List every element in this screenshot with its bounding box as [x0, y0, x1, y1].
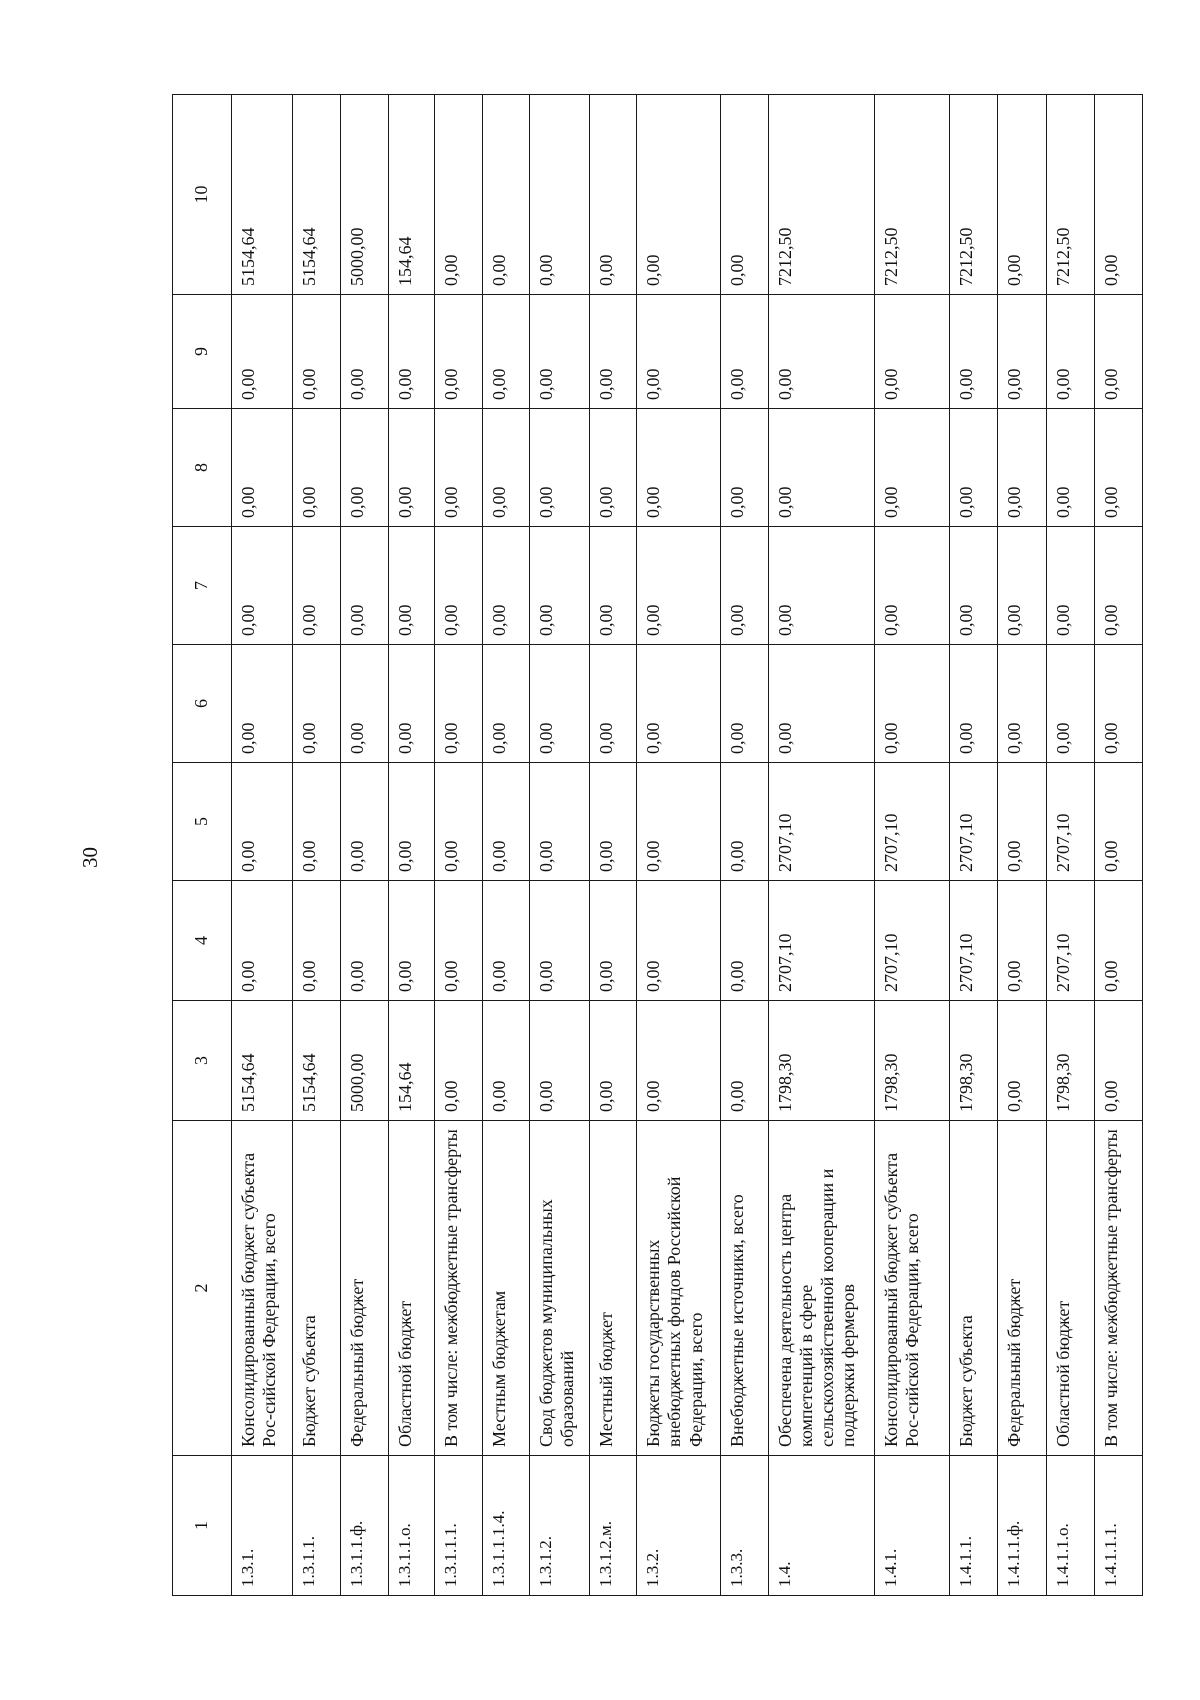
row-code: 1.4.1.1.1.: [1094, 1456, 1142, 1596]
value-cell: 0,00: [637, 881, 720, 1001]
value-cell: 0,00: [435, 1001, 483, 1121]
row-name: Местным бюджетам: [483, 1121, 530, 1456]
value-cell: 0,00: [637, 1001, 720, 1121]
value-cell: 2707,10: [768, 881, 875, 1001]
value-cell: 1798,30: [950, 1001, 998, 1121]
value-cell: 0,00: [435, 527, 483, 645]
value-cell: 0,00: [231, 763, 292, 881]
value-cell: 0,00: [998, 763, 1047, 881]
value-cell: 0,00: [529, 95, 589, 295]
table-row: [529, 95, 589, 1596]
value-cell: 0,00: [529, 409, 589, 527]
value-cell: 0,00: [1094, 95, 1142, 295]
row-code: 1.4.1.1.: [950, 1456, 998, 1596]
value-cell: 0,00: [435, 881, 483, 1001]
value-cell: 0,00: [435, 763, 483, 881]
value-cell: 0,00: [529, 527, 589, 645]
value-cell: 0,00: [340, 881, 388, 1001]
value-cell: 0,00: [1094, 645, 1142, 763]
value-cell: 0,00: [875, 645, 950, 763]
row-code: 1.3.1.2.м.: [590, 1456, 637, 1596]
row-name: Федеральный бюджет: [340, 1121, 388, 1456]
value-cell: 0,00: [720, 409, 768, 527]
budget-table: [172, 94, 1143, 1596]
value-cell: 154,64: [388, 1001, 435, 1121]
table-row: [435, 95, 483, 1596]
value-cell: 0,00: [388, 645, 435, 763]
value-cell: 0,00: [637, 527, 720, 645]
value-cell: 2707,10: [768, 763, 875, 881]
value-cell: 0,00: [590, 409, 637, 527]
value-cell: 0,00: [998, 527, 1047, 645]
value-cell: 0,00: [720, 1001, 768, 1121]
value-cell: 0,00: [998, 295, 1047, 409]
value-cell: 2707,10: [1047, 881, 1095, 1001]
value-cell: 0,00: [483, 295, 530, 409]
value-cell: 0,00: [231, 409, 292, 527]
value-cell: 0,00: [590, 645, 637, 763]
value-cell: 5000,00: [340, 95, 388, 295]
value-cell: 0,00: [875, 527, 950, 645]
table-row: [388, 95, 435, 1596]
value-cell: 0,00: [529, 763, 589, 881]
row-name: Бюджет субъекта: [950, 1121, 998, 1456]
value-cell: 0,00: [340, 295, 388, 409]
row-name: Свод бюджетов муниципальных образований: [529, 1121, 589, 1456]
value-cell: 0,00: [590, 1001, 637, 1121]
value-cell: 0,00: [590, 527, 637, 645]
value-cell: 0,00: [292, 763, 340, 881]
column-header: 1: [173, 1456, 232, 1596]
value-cell: 0,00: [590, 95, 637, 295]
value-cell: 0,00: [388, 763, 435, 881]
value-cell: 5000,00: [340, 1001, 388, 1121]
table-row: [950, 95, 998, 1596]
value-cell: 7212,50: [1047, 95, 1095, 295]
value-cell: 5154,64: [292, 95, 340, 295]
row-name: Бюджет субъекта: [292, 1121, 340, 1456]
value-cell: 0,00: [1094, 881, 1142, 1001]
value-cell: 0,00: [590, 763, 637, 881]
value-cell: 0,00: [637, 95, 720, 295]
value-cell: 154,64: [388, 95, 435, 295]
row-name: Областной бюджет: [1047, 1121, 1095, 1456]
value-cell: 0,00: [292, 881, 340, 1001]
table-row: [998, 95, 1047, 1596]
table-row: [340, 95, 388, 1596]
row-code: 1.3.1.1.1.4.: [483, 1456, 530, 1596]
column-header: 10: [173, 95, 232, 295]
value-cell: 0,00: [590, 295, 637, 409]
row-code: 1.3.1.2.: [529, 1456, 589, 1596]
table-row: [292, 95, 340, 1596]
table-row: [875, 95, 950, 1596]
value-cell: 0,00: [435, 409, 483, 527]
rotated-table-container: [172, 95, 1143, 1596]
value-cell: 0,00: [875, 409, 950, 527]
value-cell: 0,00: [483, 409, 530, 527]
column-header: 2: [173, 1121, 232, 1456]
value-cell: 0,00: [637, 295, 720, 409]
value-cell: 0,00: [998, 95, 1047, 295]
value-cell: 0,00: [950, 527, 998, 645]
row-name: Федеральный бюджет: [998, 1121, 1047, 1456]
row-name: В том числе: межбюджетные трансферты: [1094, 1121, 1142, 1456]
row-code: 1.3.1.: [231, 1456, 292, 1596]
row-name: Внебюджетные источники, всего: [720, 1121, 768, 1456]
column-header: 3: [173, 1001, 232, 1121]
value-cell: 0,00: [388, 881, 435, 1001]
value-cell: 0,00: [231, 881, 292, 1001]
table-row: [637, 95, 720, 1596]
row-name: Обеспечена деятельность центра компетенций в сфере сельскохозяйственной кооперации и поддержки фермеров: [768, 1121, 875, 1456]
value-cell: 0,00: [1094, 409, 1142, 527]
value-cell: 0,00: [998, 881, 1047, 1001]
value-cell: 0,00: [637, 409, 720, 527]
value-cell: 0,00: [720, 645, 768, 763]
row-name: В том числе: межбюджетные трансферты: [435, 1121, 483, 1456]
table-row: [483, 95, 530, 1596]
value-cell: 0,00: [292, 409, 340, 527]
value-cell: 1798,30: [768, 1001, 875, 1121]
value-cell: 0,00: [340, 527, 388, 645]
value-cell: 0,00: [388, 409, 435, 527]
value-cell: 0,00: [340, 763, 388, 881]
value-cell: 0,00: [483, 1001, 530, 1121]
value-cell: 0,00: [1094, 295, 1142, 409]
value-cell: 0,00: [998, 1001, 1047, 1121]
row-code: 1.4.1.1.о.: [1047, 1456, 1095, 1596]
value-cell: 0,00: [720, 881, 768, 1001]
table-row: [720, 95, 768, 1596]
table-row: [768, 95, 875, 1596]
value-cell: 0,00: [1094, 527, 1142, 645]
value-cell: 0,00: [768, 527, 875, 645]
row-code: 1.3.1.1.ф.: [340, 1456, 388, 1596]
value-cell: 0,00: [292, 527, 340, 645]
value-cell: 2707,10: [875, 763, 950, 881]
value-cell: 0,00: [1047, 295, 1095, 409]
value-cell: 5154,64: [292, 1001, 340, 1121]
value-cell: 0,00: [483, 645, 530, 763]
value-cell: 0,00: [292, 645, 340, 763]
value-cell: 2707,10: [1047, 763, 1095, 881]
value-cell: 0,00: [529, 1001, 589, 1121]
value-cell: 0,00: [483, 881, 530, 1001]
header-row: [173, 95, 232, 1596]
value-cell: 0,00: [435, 645, 483, 763]
value-cell: 0,00: [435, 295, 483, 409]
value-cell: 0,00: [720, 295, 768, 409]
page-number: 30: [78, 847, 102, 868]
value-cell: 0,00: [998, 645, 1047, 763]
row-name: Областной бюджет: [388, 1121, 435, 1456]
value-cell: 0,00: [875, 295, 950, 409]
column-header: 4: [173, 881, 232, 1001]
row-name: Местный бюджет: [590, 1121, 637, 1456]
row-code: 1.3.2.: [637, 1456, 720, 1596]
value-cell: 0,00: [231, 295, 292, 409]
value-cell: 0,00: [768, 409, 875, 527]
value-cell: 7212,50: [768, 95, 875, 295]
row-code: 1.3.1.1.о.: [388, 1456, 435, 1596]
value-cell: 0,00: [231, 527, 292, 645]
table-row: [231, 95, 292, 1596]
value-cell: 2707,10: [875, 881, 950, 1001]
value-cell: 2707,10: [950, 763, 998, 881]
column-header: 7: [173, 527, 232, 645]
value-cell: 0,00: [388, 527, 435, 645]
row-code: 1.3.3.: [720, 1456, 768, 1596]
value-cell: 0,00: [483, 763, 530, 881]
value-cell: 1798,30: [1047, 1001, 1095, 1121]
value-cell: 5154,64: [231, 95, 292, 295]
value-cell: 0,00: [720, 95, 768, 295]
value-cell: 0,00: [529, 645, 589, 763]
value-cell: 2707,10: [950, 881, 998, 1001]
value-cell: 0,00: [720, 527, 768, 645]
value-cell: 0,00: [231, 645, 292, 763]
row-code: 1.4.1.1.ф.: [998, 1456, 1047, 1596]
value-cell: 0,00: [590, 881, 637, 1001]
table-row: [1094, 95, 1142, 1596]
value-cell: 0,00: [529, 295, 589, 409]
value-cell: 0,00: [1094, 1001, 1142, 1121]
row-name: Консолидированный бюджет субъекта Рос-сийской Федерации, всего: [875, 1121, 950, 1456]
value-cell: 7212,50: [875, 95, 950, 295]
value-cell: 0,00: [1047, 645, 1095, 763]
value-cell: 0,00: [483, 527, 530, 645]
value-cell: 0,00: [388, 295, 435, 409]
row-code: 1.4.: [768, 1456, 875, 1596]
column-header: 5: [173, 763, 232, 881]
value-cell: 7212,50: [950, 95, 998, 295]
value-cell: 0,00: [998, 409, 1047, 527]
table-row: [590, 95, 637, 1596]
value-cell: 0,00: [768, 295, 875, 409]
row-name: Бюджеты государственных внебюджетных фондов Российской Федерации, всего: [637, 1121, 720, 1456]
column-header: 6: [173, 645, 232, 763]
value-cell: 0,00: [483, 95, 530, 295]
value-cell: 0,00: [950, 645, 998, 763]
row-code: 1.3.1.1.: [292, 1456, 340, 1596]
value-cell: 0,00: [1047, 409, 1095, 527]
table-row: [1047, 95, 1095, 1596]
column-header: 8: [173, 409, 232, 527]
row-code: 1.3.1.1.1.: [435, 1456, 483, 1596]
value-cell: 0,00: [950, 295, 998, 409]
value-cell: 0,00: [529, 881, 589, 1001]
value-cell: 1798,30: [875, 1001, 950, 1121]
column-header: 9: [173, 295, 232, 409]
row-code: 1.4.1.: [875, 1456, 950, 1596]
value-cell: 0,00: [435, 95, 483, 295]
value-cell: 0,00: [768, 645, 875, 763]
value-cell: 0,00: [340, 409, 388, 527]
value-cell: 5154,64: [231, 1001, 292, 1121]
value-cell: 0,00: [637, 645, 720, 763]
row-name: Консолидированный бюджет субъекта Рос-сийской Федерации, всего: [231, 1121, 292, 1456]
value-cell: 0,00: [950, 409, 998, 527]
value-cell: 0,00: [1047, 527, 1095, 645]
value-cell: 0,00: [720, 763, 768, 881]
value-cell: 0,00: [340, 645, 388, 763]
value-cell: 0,00: [1094, 763, 1142, 881]
value-cell: 0,00: [292, 295, 340, 409]
value-cell: 0,00: [637, 763, 720, 881]
